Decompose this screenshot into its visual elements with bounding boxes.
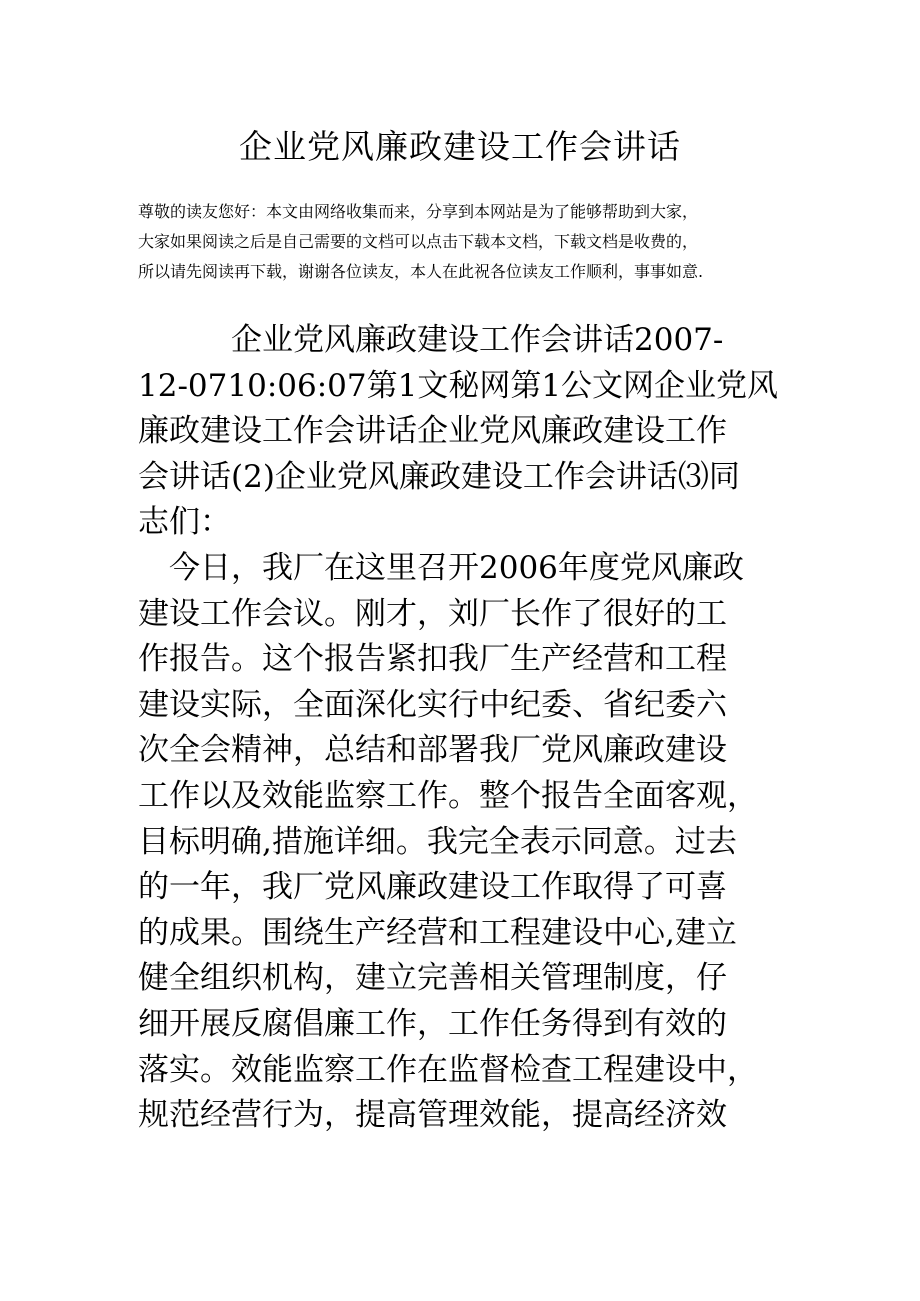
body-line: 今日，我厂在这里召开2006年度党风廉政 (138, 549, 744, 586)
notice-line: 大家如果阅读之后是自己需要的文档可以点击下载本文档，下载文档是收费的， (138, 232, 699, 251)
body-line: 作报告。这个报告紧扣我厂生产经营和工程 (138, 641, 727, 678)
body-line: 会讲话(2)企业党风廉政建设工作会讲话⑶同 (138, 458, 740, 495)
body-line: 志们： (138, 504, 231, 541)
speech-body (138, 318, 798, 1139)
document-title: 企业党风廉政建设工作会讲话 (239, 127, 681, 166)
body-line: 的一年，我厂党风廉政建设工作取得了可喜 (138, 869, 727, 906)
body-line: 企业党风廉政建设工作会讲话2007- (138, 322, 724, 358)
body-line: 建设实际，全面深化实行中纪委、省纪委六 (138, 686, 727, 723)
body-line: 工作以及效能监察工作。整个报告全面客观， (138, 777, 758, 814)
body-line: 12-0710:06:07第1文秘网第1公文网企业党风 (138, 367, 779, 404)
body-line: 建设工作会议。刚才，刘厂长作了很好的工 (138, 595, 727, 632)
body-line: 次全会精神，总结和部署我厂党风廉政建设 (138, 732, 727, 769)
reader-notice (138, 197, 798, 287)
body-line: 落实。效能监察工作在监督检查工程建设中， (138, 1051, 758, 1088)
body-line: 的成果。围绕生产经营和工程建设中心,建立 (138, 914, 737, 951)
notice-line: 所以请先阅读再下载，谢谢各位读友，本人在此祝各位读友工作顺利，事事如意. (138, 262, 704, 281)
body-line: 廉政建设工作会讲话企业党风廉政建设工作 (138, 413, 727, 450)
body-line: 目标明确,措施详细。我完全表示同意。过去 (138, 823, 737, 860)
body-line: 细开展反腐倡廉工作，工作任务得到有效的 (138, 1005, 727, 1042)
body-line: 规范经营行为，提高管理效能，提高经济效 (138, 1097, 727, 1134)
notice-line: 尊敬的读友您好：本文由网络收集而来，分享到本网站是为了能够帮助到大家， (138, 202, 699, 221)
body-line: 健全组织机构，建立完善相关管理制度，仔 (138, 960, 727, 997)
